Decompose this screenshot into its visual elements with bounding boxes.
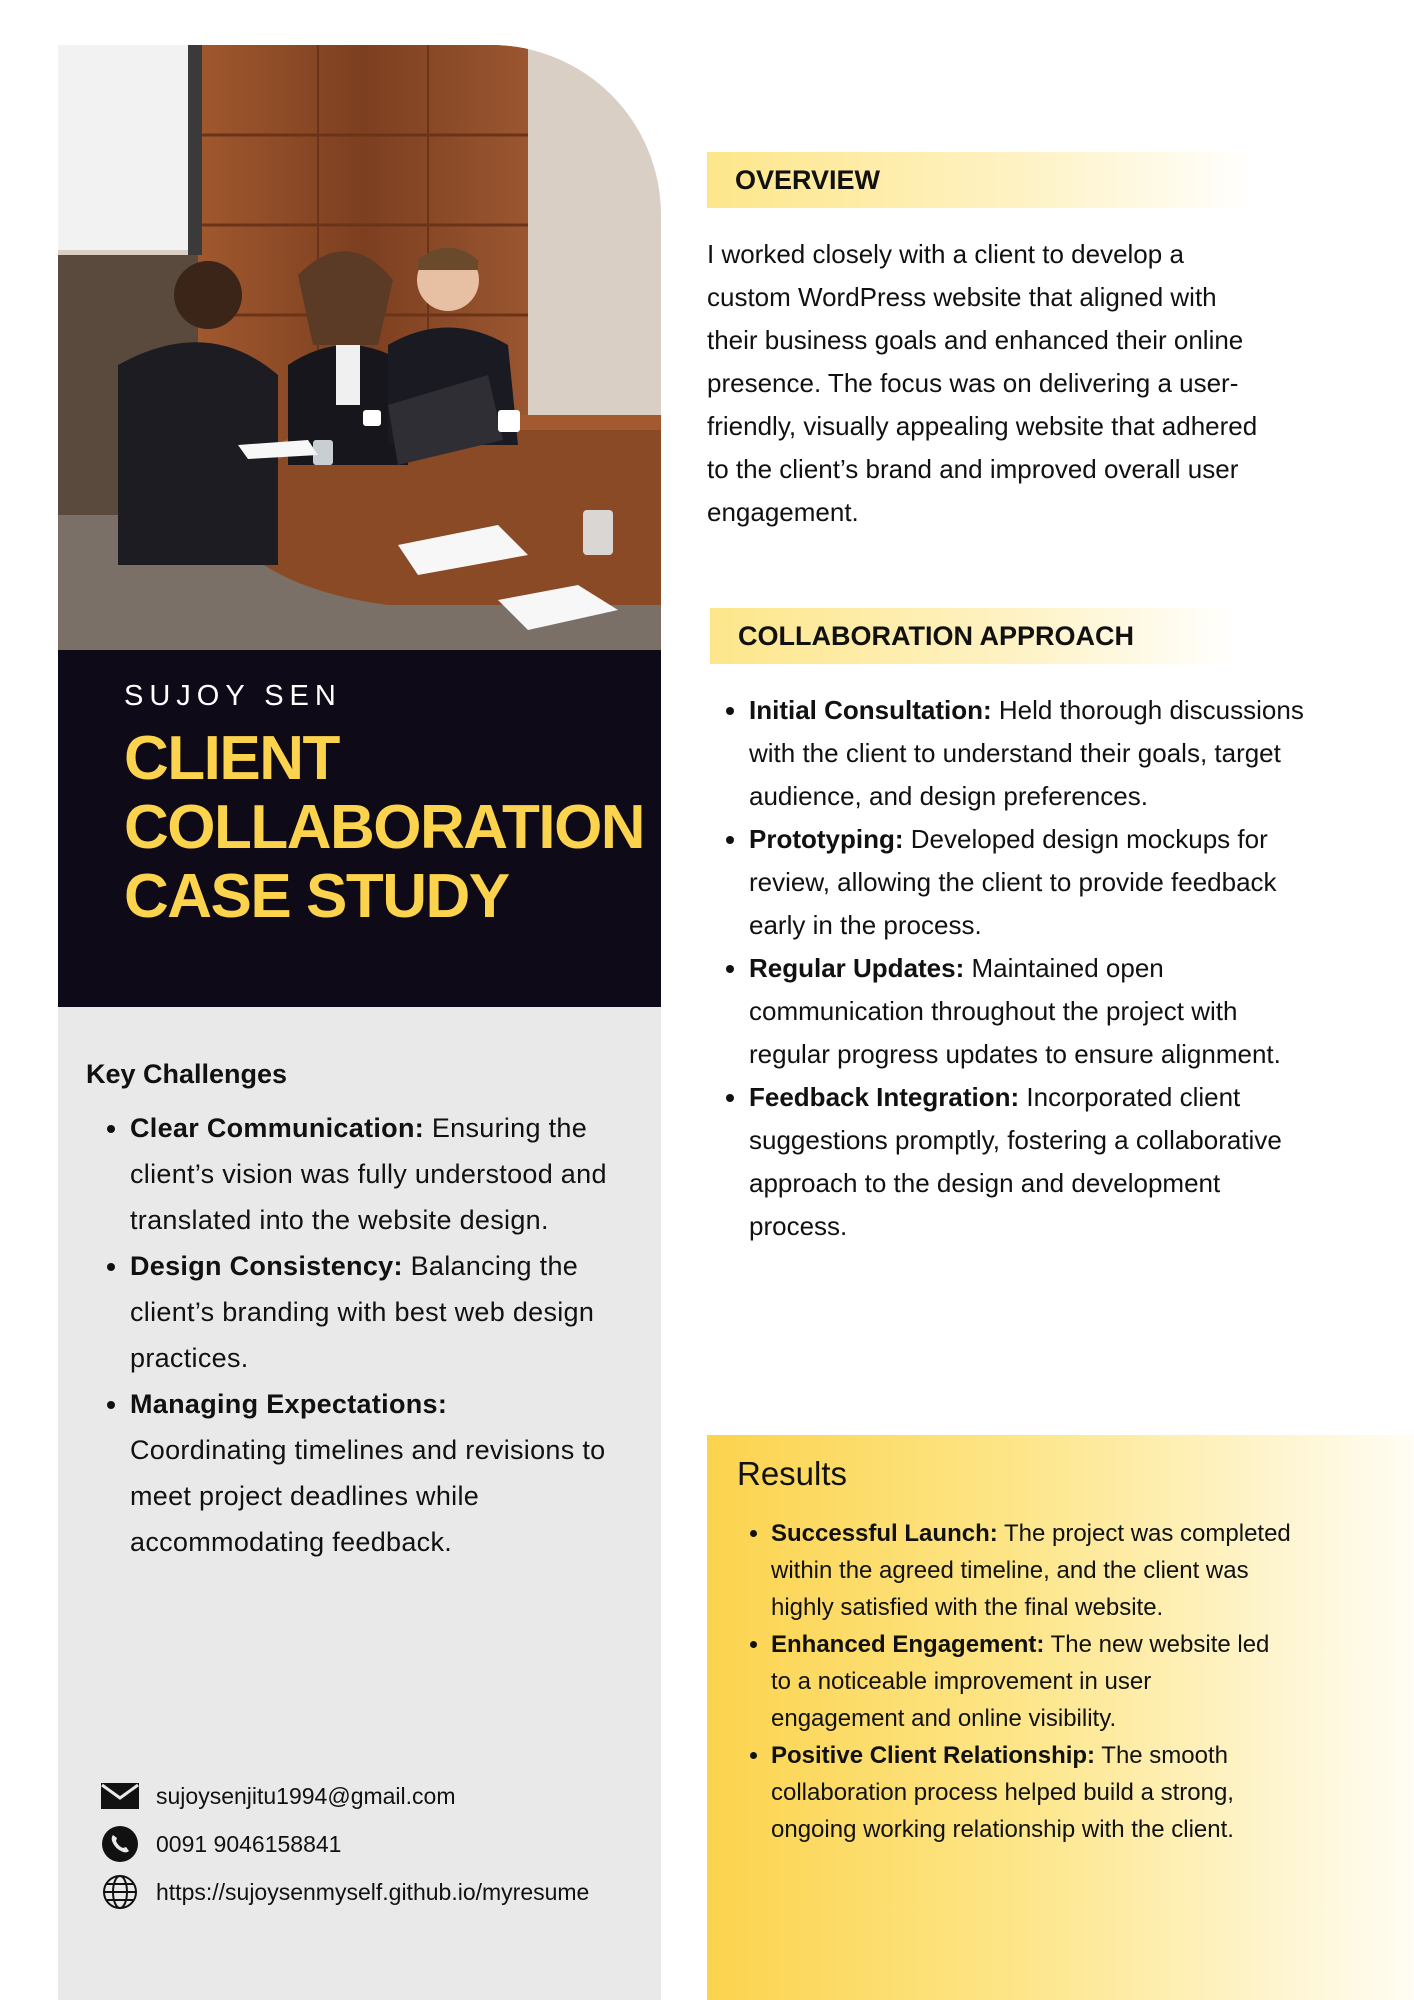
item-text: The project was completed within the agreed timeline, and the client was highly satisfied with the final website. <box>771 1520 1291 1621</box>
mail-icon <box>100 1776 140 1816</box>
item-label: Initial Consultation: <box>749 695 992 725</box>
key-challenges-panel <box>58 1007 661 2000</box>
item-label: Design Consistency: <box>130 1251 403 1281</box>
item-label: Successful Launch: <box>771 1520 998 1547</box>
list-item <box>771 1626 1291 1737</box>
phone-icon <box>100 1824 140 1864</box>
item-label: Clear Communication: <box>130 1113 425 1143</box>
list-item <box>749 689 1319 818</box>
overview-text: I worked closely with a client to develop a custom WordPress website that aligned with their business goals and enhanced their online presence. The focus was on delivering a user-friendly, visually appealing website that adhered to the client’s brand and improved overall user engagement. <box>707 239 1258 527</box>
phone-row <box>100 1820 660 1868</box>
list-item <box>771 1737 1291 1848</box>
item-label: Positive Client Relationship: <box>771 1742 1096 1769</box>
contact-info <box>100 1772 660 1916</box>
results-panel <box>707 1435 1414 2000</box>
item-text: Ensuring the client’s vision was fully understood and translated into the website design. <box>130 1113 607 1235</box>
key-challenges-list <box>86 1105 650 1565</box>
website-row <box>100 1868 660 1916</box>
meeting-photo <box>58 45 661 650</box>
collaboration-heading: COLLABORATION APPROACH <box>710 608 1238 664</box>
item-text: Held thorough discussions with the client to understand their goals, target audience, and design preferences. <box>749 695 1304 811</box>
title-line-3: CASE STUDY <box>124 862 509 931</box>
left-column <box>58 45 661 2000</box>
item-text: The smooth collaboration process helped build a strong, ongoing working relationship with the client. <box>771 1742 1234 1843</box>
list-item <box>749 818 1319 947</box>
item-label: Regular Updates: <box>749 953 965 983</box>
overview-heading: OVERVIEW <box>707 152 1255 208</box>
results-title: Results <box>737 1455 848 1492</box>
title-band <box>58 650 661 1007</box>
collaboration-list <box>707 689 1319 1248</box>
list-item <box>130 1381 650 1565</box>
title-line-2: COLLABORATION <box>124 793 645 862</box>
list-item <box>771 1515 1291 1626</box>
email-row <box>100 1772 660 1820</box>
item-text: Balancing the client’s branding with best web design practices. <box>130 1251 595 1373</box>
item-text: Maintained open communication throughout the project with regular progress updates to ensure alignment. <box>749 953 1281 1069</box>
list-item <box>749 947 1319 1076</box>
website-link[interactable]: https://sujoysenmyself.github.io/myresume <box>156 1878 590 1905</box>
item-text: Incorporated client suggestions promptly, fostering a collaborative approach to the design and development process. <box>749 1082 1282 1241</box>
list-item <box>130 1243 650 1381</box>
globe-icon <box>100 1872 140 1912</box>
item-text: Coordinating timelines and revisions to meet project deadlines while accommodating feedback. <box>130 1435 606 1557</box>
email-link[interactable]: sujoysenjitu1994@gmail.com <box>156 1782 456 1809</box>
item-text: The new website led to a noticeable improvement in user engagement and online visibility. <box>771 1631 1270 1732</box>
author-name: SUJOY SEN <box>124 680 342 712</box>
phone-number[interactable]: 0091 9046158841 <box>156 1830 342 1857</box>
item-label: Prototyping: <box>749 824 904 854</box>
key-challenges-title: Key Challenges <box>86 1059 288 1089</box>
list-item <box>749 1076 1319 1248</box>
item-text: Developed design mockups for review, allowing the client to provide feedback early in the process. <box>749 824 1277 940</box>
meeting-illustration <box>58 45 661 650</box>
list-item <box>130 1105 650 1243</box>
case-study-title <box>124 724 664 931</box>
results-list <box>737 1515 1291 1848</box>
item-label: Managing Expectations: <box>130 1389 448 1419</box>
title-line-1: CLIENT <box>124 724 339 793</box>
item-label: Enhanced Engagement: <box>771 1631 1045 1658</box>
item-label: Feedback Integration: <box>749 1082 1020 1112</box>
